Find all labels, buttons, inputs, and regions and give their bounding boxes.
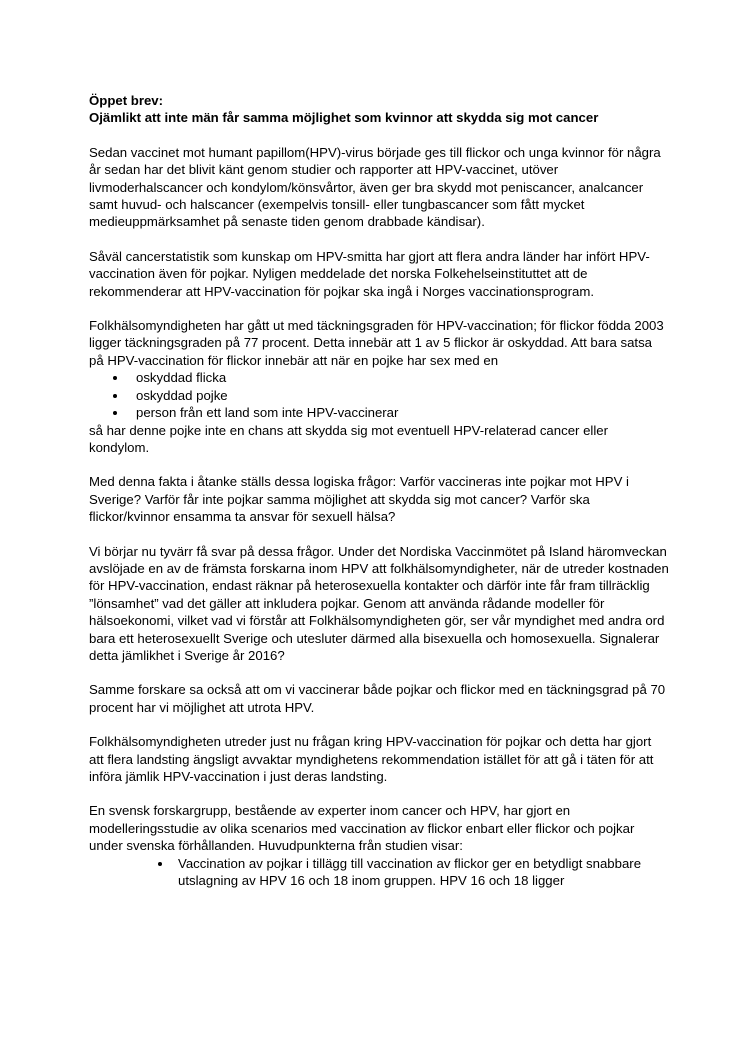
paragraph-5: Vi börjar nu tyvärr få svar på dessa frågor. Under det Nordiska Vaccinmötet på Island häromveckan avslöjade en av de främsta forskarna inom HPV att folkhälsomyndigheter, när de utreder kostnaden för HPV-vaccination, endast räknar på heterosexuella kontakter och därför inte får fram tillräcklig ”lönsamhet” vad det gäller att inkludera pojkar. Genom att använda rådande modeller för hälsoekonomi, vilket vad vi förstår att Folkhälsomyndigheten gör, ser vår myndighet med andra ord bara ett heterosexuellt Sverige och utesluter därmed alla bisexuella och homosexuella. Signalerar detta jämlikhet i Sverige år 2016? <box>89 543 669 663</box>
paragraph-3: Folkhälsomyndigheten har gått ut med täckningsgraden för HPV-vaccination; för flickor födda 2003 ligger täckningsgraden på 77 procent. Detta innebär att 1 av 5 flickor är oskyddad. Att bara satsa på HPV-vaccination för flickor innebär att när en pojke har sex med en <box>89 318 664 368</box>
paragraph-4: Med denna fakta i åtanke ställs dessa logiska frågor: Varför vaccineras inte pojkar mot HPV i Sverige? Varför får inte pojkar samma möjlighet att skydda sig mot cancer? Varför ska flickor/kvinnor ensamma ta ansvar för sexuell hälsa? <box>89 474 629 525</box>
paragraph-3-continued: så har denne pojke inte en chans att skydda sig mot eventuell HPV-relaterad cancer eller kondylom. <box>89 422 609 455</box>
letter-title: Ojämlikt att inte män får samma möjlighet som kvinnor att skydda sig mot cancer <box>89 110 599 126</box>
list-item: oskyddad flicka <box>107 369 669 386</box>
paragraph-2: Såväl cancerstatistik som kunskap om HPV-smitta har gjort att flera andra länder har infört HPV-vaccination även för pojkar. Nyligen meddelade det norska Folkehelseinstituttet att de rekommenderar att HPV-vaccination för pojkar ska ingå i Norges vaccinationsprogram. <box>89 248 650 299</box>
list-item: person från ett land som inte HPV-vaccinerar <box>107 404 669 421</box>
paragraph-7: Folkhälsomyndigheten utreder just nu frågan kring HPV-vaccination för pojkar och detta har gjort att flera landsting ängsligt avvaktar myndighetens rekommendation istället för att gå i täten för att införa jämlik HPV-vaccination i just deras landsting. <box>89 734 654 784</box>
letter-heading <box>89 92 669 127</box>
paragraph-6: Samme forskare sa också att om vi vaccinerar både pojkar och flickor med en täckningsgrad på 70 procent har vi möjlighet att utrota HPV. <box>89 682 666 715</box>
letter-body <box>89 92 669 889</box>
list-item: Vaccination av pojkar i tillägg till vaccination av flickor ger en betydligt snabbare utslagning av HPV 16 och 18 inom gruppen. HPV 16 och 18 ligger <box>158 855 669 890</box>
study-findings-list <box>89 855 669 890</box>
paragraph-1: Sedan vaccinet mot humant papillom(HPV)-virus började ges till flickor och unga kvinnor för några år sedan har det blivit känt genom studier och rapporter att HPV-vaccinet, utöver livmoderhalscancer och kondylom/könsvårtor, även ger bra skydd mot peniscancer, analcancer samt huvud- och halscancer (exempelvis tonsill- eller tungbascancer som fått mycket medieuppmärksamhet på senaste tiden genom drabbade kändisar). <box>89 144 661 230</box>
partner-list <box>89 369 669 421</box>
paragraph-8: En svensk forskargrupp, bestående av experter inom cancer och HPV, har gjort en modelleringsstudie av olika scenarios med vaccination av flickor enbart eller flickor och pojkar under svenska förhållanden. Huvudpunkterna från studien visar: <box>89 803 635 854</box>
list-item: oskyddad pojke <box>107 387 669 404</box>
letter-label: Öppet brev: <box>89 93 164 108</box>
